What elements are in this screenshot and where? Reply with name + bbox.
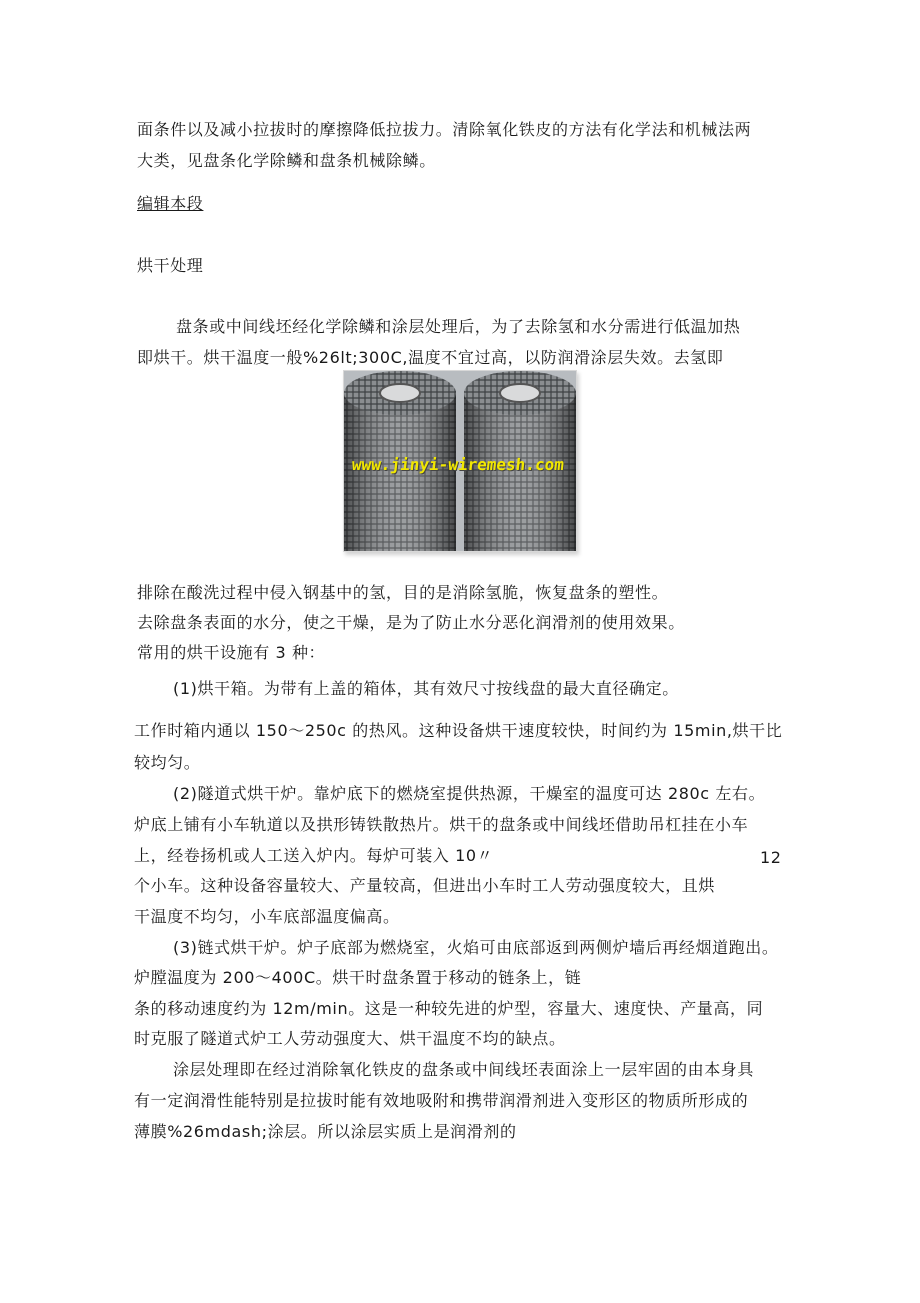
paragraph-line: (2)隧道式烘干炉。靠炉底下的燃烧室提供热源，干燥室的温度可达 280c 左右。 [173,784,766,803]
paragraph-line: 干温度不均匀，小车底部温度偏高。 [134,907,400,926]
paragraph-line: 大类，见盘条化学除鳞和盘条机械除鳞。 [137,151,436,170]
wire-mesh-photo [343,370,577,552]
paragraph-line: 去除盘条表面的水分，使之干燥，是为了防止水分恶化润滑剂的使用效果。 [137,613,685,632]
paragraph-line: 上，经卷扬机或人工送入炉内。每炉可装入 10〃 [134,846,494,865]
paragraph-line: (1)烘干箱。为带有上盖的箱体，其有效尺寸按线盘的最大直径确定。 [173,679,679,698]
paragraph-line: 炉膛温度为 200〜400C。烘干时盘条置于移动的链条上，链 [134,968,582,987]
section-title: 烘干处理 [137,256,204,275]
paragraph-line: 时克服了隧道式炉工人劳动强度大、烘干温度不均的缺点。 [134,1029,566,1048]
paragraph-line: 有一定润滑性能特别是拉拔时能有效地吸附和携带润滑剂进入变形区的物质所形成的 [134,1091,749,1110]
paragraph-line: 工作时箱内通以 150〜250c 的热风。这种设备烘干速度较快，时间约为 15min,烘干比 [134,721,783,740]
edit-section-link[interactable]: 编辑本段 [137,194,204,213]
paragraph-line: 面条件以及减小拉拔时的摩擦降低拉拔力。清除氧化铁皮的方法有化学法和机械法两 [137,120,752,139]
paragraph-line: 个小车。这种设备容量较大、产量较高，但进出小车时工人劳动强度较大，且烘 [134,876,716,895]
paragraph-line-fragment: 12 [760,848,782,867]
paragraph-line: 盘条或中间线坯经化学除鳞和涂层处理后，为了去除氢和水分需进行低温加热 [176,317,741,336]
paragraph-line: 炉底上铺有小车轨道以及拱形铸铁散热片。烘干的盘条或中间线坯借助吊杠挂在小车 [134,815,749,834]
paragraph-line: 排除在酸洗过程中侵入钢基中的氢，目的是消除氢脆，恢复盘条的塑性。 [137,583,669,602]
paragraph-line: 即烘干。烘干温度一般%26lt;300C,温度不宜过高，以防润滑涂层失效。去氢即 [137,348,724,367]
paragraph-line: 常用的烘干设施有 3 种： [137,643,326,662]
image-watermark: www.jinyi-wiremesh.com [351,455,565,474]
paragraph-line: 薄膜%26mdash;涂层。所以涂层实质上是润滑剂的 [134,1122,517,1141]
paragraph-line: 条的移动速度约为 12m/min。这是一种较先进的炉型，容量大、速度快、产量高，同 [134,999,764,1018]
paragraph-line: (3)链式烘干炉。炉子底部为燃烧室，火焰可由底部返到两侧炉墙后再经烟道跑出。 [173,938,779,957]
paragraph-line: 较均匀。 [134,753,201,772]
paragraph-line: 涂层处理即在经过消除氧化铁皮的盘条或中间线坯表面涂上一层牢固的由本身具 [173,1060,755,1079]
